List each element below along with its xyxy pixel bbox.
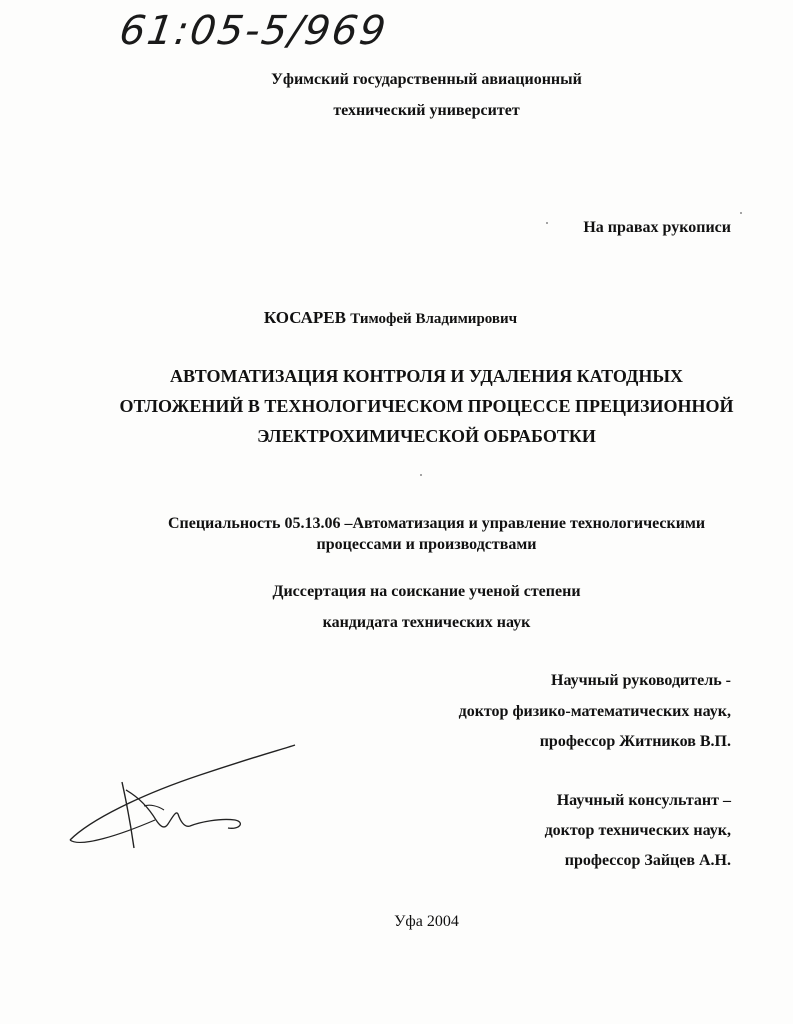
dissertation-title-line2: ОТЛОЖЕНИЙ В ТЕХНОЛОГИЧЕСКОМ ПРОЦЕССЕ ПРЕЦИЗИОННОЙ — [119, 396, 734, 416]
scan-speck — [740, 212, 742, 214]
author-surname: КОСАРЕВ — [263, 308, 346, 327]
scan-speck — [546, 222, 548, 224]
consultant-name: профессор Зайцев А.Н. — [564, 852, 731, 869]
supervisor-degree: доктор физико-математических наук, — [458, 703, 731, 720]
supervisor-role: Научный руководитель - — [551, 672, 731, 689]
scan-speck — [420, 474, 422, 476]
specialty-line2: процессами и производствами — [316, 536, 537, 553]
dissertation-degree-line2: кандидата технических наук — [322, 614, 531, 631]
archive-code-handwritten: 61:05-5/969 — [116, 8, 391, 54]
city-and-year: Уфа 2004 — [394, 913, 459, 930]
consultant-degree: доктор технических наук, — [544, 822, 731, 839]
handwritten-signature — [60, 740, 300, 860]
university-name-line2: технический университет — [333, 102, 520, 119]
dissertation-degree-line1: Диссертация на соискание ученой степени — [272, 583, 581, 600]
manuscript-rights: На правах рукописи — [583, 219, 731, 236]
supervisor-name: профессор Житников В.П. — [539, 733, 731, 750]
university-name-line1: Уфимский государственный авиационный — [271, 71, 582, 88]
author-name — [0, 308, 787, 328]
author-given-names: Тимофей Владимирович — [350, 311, 518, 327]
consultant-role: Научный консультант – — [556, 792, 731, 809]
dissertation-title-line3: ЭЛЕКТРОХИМИЧЕСКОЙ ОБРАБОТКИ — [257, 426, 596, 446]
dissertation-title-line1: АВТОМАТИЗАЦИЯ КОНТРОЛЯ И УДАЛЕНИЯ КАТОДНЫХ — [169, 366, 684, 386]
specialty-line1: Специальность 05.13.06 –Автоматизация и управление технологическими — [167, 515, 706, 532]
